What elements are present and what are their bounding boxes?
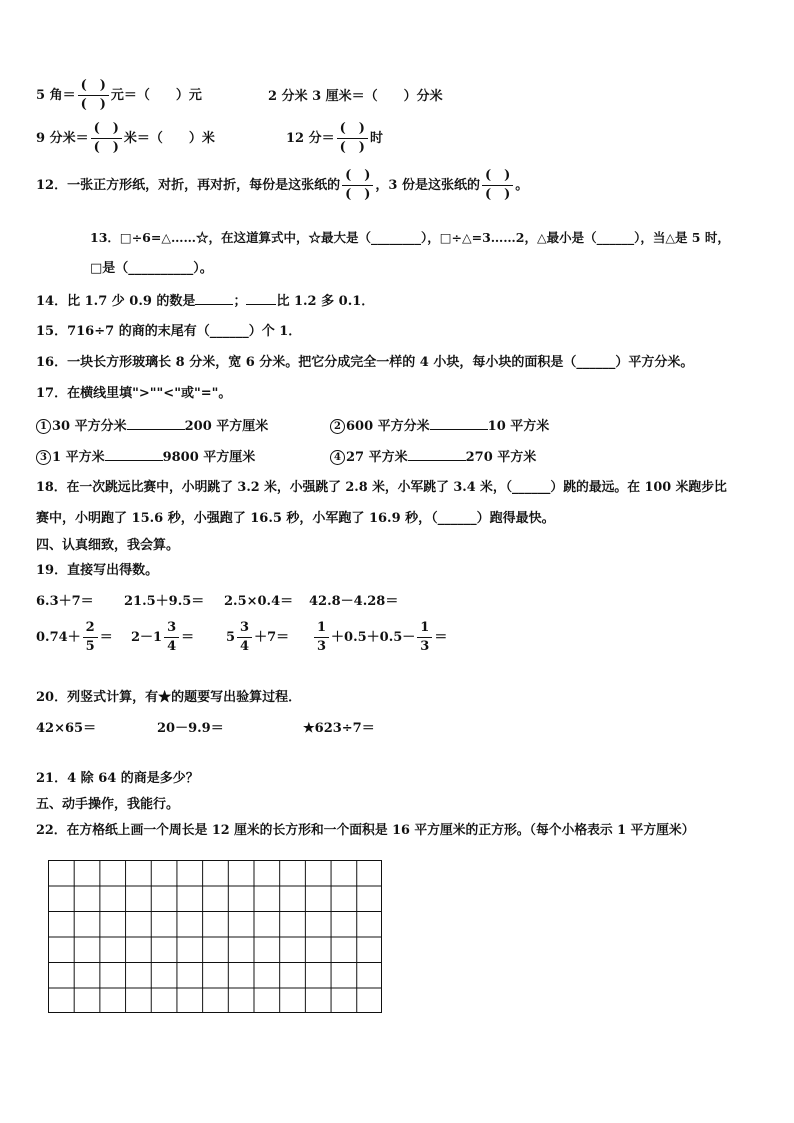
compare-item-2: 2 600 平方分米 10 平方米 [330, 417, 549, 435]
calc-item-fraction-4: $\frac{1}{3}$ ＋0.5＋0.5－ $\frac{1}{3}$ ＝ [312, 620, 447, 655]
blank-fraction: $\frac{( )}{( )}$ [342, 168, 373, 203]
question-12: 12．一张正方形纸，对折，再对折，每份是这张纸的 $\frac{( )}{( )}$ ，3 份是这张纸的 $\frac{( )}{( )}$ 。 [36, 168, 529, 202]
section-5-heading: 五、动手操作，我能行。 [36, 797, 180, 812]
question-13-line2: □是（__________）。 [90, 261, 213, 276]
question-17-title: 17．在横线里填">""<"或"="。 [36, 386, 232, 401]
calc-item: 6.3＋7＝ [36, 594, 94, 609]
blank-fraction: $\frac{( )}{( )}$ [337, 121, 368, 156]
question-22: 22．在方格纸上画一个周长是 12 厘米的长方形和一个面积是 16 平方厘米的正方形。（每个小格表示 1 平方厘米） [36, 823, 695, 838]
vertical-calc-item: 42×65＝ [36, 721, 97, 736]
conv-row-1: 5 角＝ $\frac{( )}{( )}$ 元＝（ ）元 [36, 78, 202, 112]
calc-item-fraction-1: 0.74＋ $\frac{2}{5}$ ＝ [36, 620, 113, 654]
question-15: 15．716÷7 的商的末尾有（______）个 1． [36, 324, 302, 339]
calc-item: 42.8－4.28＝ [309, 594, 399, 609]
section-4-heading: 四、认真细致，我会算。 [36, 538, 180, 553]
question-20-title: 20．列竖式计算，有★的题要写出验算过程． [36, 690, 302, 705]
question-16: 16．一块长方形玻璃长 8 分米，宽 6 分米。把它分成完全一样的 4 小块，每小块的面积是（______）平方分米。 [36, 355, 694, 370]
grid-paper[interactable] [48, 860, 382, 1013]
blank-fraction: $\frac{( )}{( )}$ [482, 168, 513, 203]
vertical-calc-item: 20－9.9＝ [157, 721, 224, 736]
question-13-line1: 13．□÷6=△……☆，在这道算式中，☆最大是（________），□÷△=3……2，△最小是（______），当△是 5 时， [90, 230, 730, 245]
calc-item-fraction-3: 5 $\frac{3}{4}$ ＋7＝ [226, 620, 290, 654]
compare-item-4: 4 27 平方米 270 平方米 [330, 448, 536, 466]
question-18-line2: 赛中，小明跑了 15.6 秒，小强跑了 16.5 秒，小军跑了 16.9 秒，（______）跑得最快。 [36, 511, 555, 526]
conv-row-2b: 12 分＝ $\frac{( )}{( )}$ 时 [286, 121, 383, 155]
compare-item-1: 1 30 平方分米 200 平方厘米 [36, 417, 268, 435]
blank-fraction: $\frac{( )}{( )}$ [91, 121, 122, 156]
vertical-calc-item: ★623÷7＝ [303, 721, 375, 736]
calc-item: 21.5＋9.5＝ [124, 594, 205, 609]
conv-row-2: 9 分米＝ $\frac{( )}{( )}$ 米＝（ ）米 [36, 121, 215, 155]
question-19-title: 19．直接写出得数。 [36, 563, 159, 578]
conv-row-1b: 2 分米 3 厘米＝（ ）分米 [268, 89, 443, 104]
question-21: 21．4 除 64 的商是多少？ [36, 771, 199, 786]
calc-item: 2.5×0.4＝ [224, 594, 294, 609]
compare-item-3: 3 1 平方米 9800 平方厘米 [36, 448, 255, 466]
question-14: 14．比 1.7 少 0.9 的数是 ； 比 1.2 多 0.1． [36, 294, 375, 309]
question-18-line1: 18．在一次跳远比赛中，小明跳了 3.2 米，小强跳了 2.8 米，小军跳了 3.4 米，（______）跳的最远。在 100 米跑步比 [36, 480, 727, 495]
calc-item-fraction-2: 2－1 $\frac{3}{4}$ ＝ [131, 620, 195, 654]
blank-fraction: $\frac{( )}{( )}$ [78, 78, 109, 113]
